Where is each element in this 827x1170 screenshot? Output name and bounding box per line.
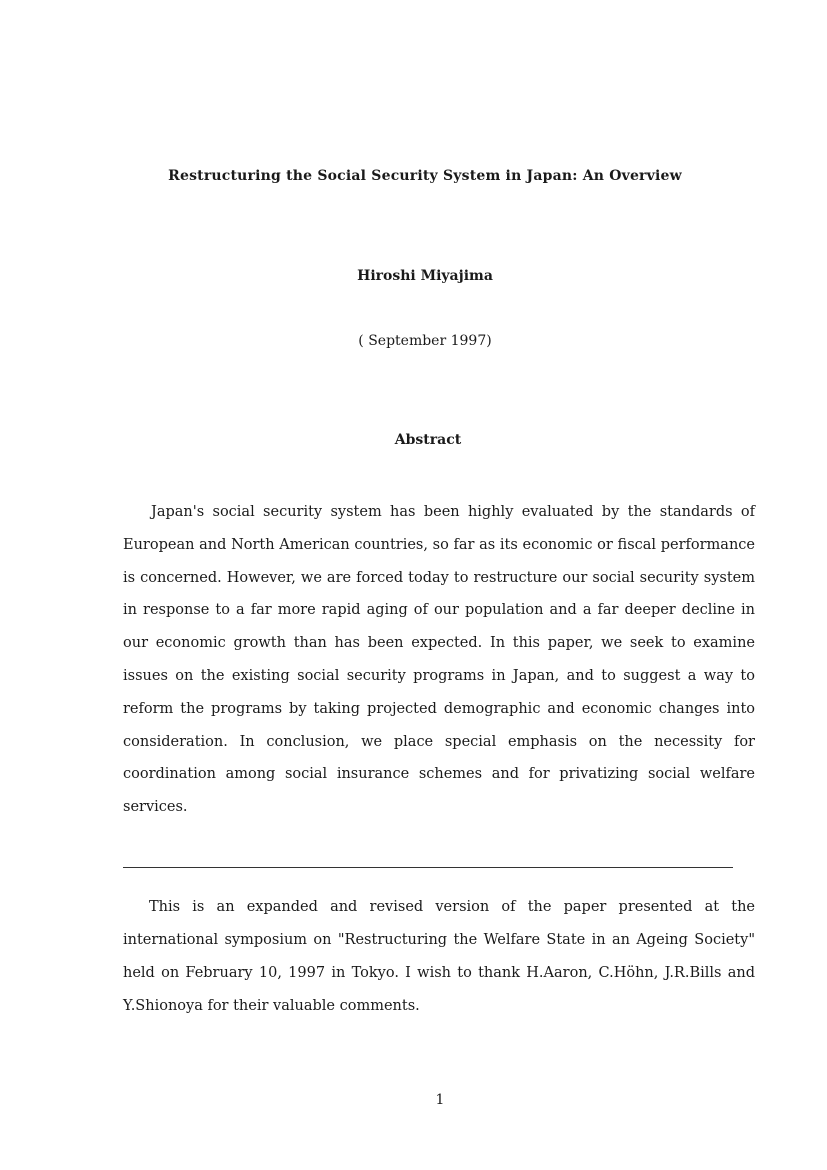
footnote-divider bbox=[123, 867, 733, 868]
footnote-paragraph: This is an expanded and revised version of the paper presented at the international symposium on "Restructuring the Welfare State in an Ageing Society" held on February 10, 1997 in Tokyo. I wish to thank H.Aaron, C.Höhn, J.R.Bills and Y.Shionoya for their valuable comments. bbox=[123, 899, 755, 1014]
abstract-paragraph: Japan's social security system has been highly evaluated by the standards of European and North American countries, so far as its economic or fiscal performance is concerned. However, we are forced today to restructure our social security system in response to a far more rapid aging of our population and a far deeper decline in our economic growth than has been expected. In this paper, we seek to examine issues on the existing social security programs in Japan, and to suggest a way to reform the programs by taking projected demographic and economic changes into consideration. In conclusion, we place special emphasis on the necessity for coordination among social insurance schemes and for privatizing social welfare services. bbox=[123, 504, 755, 816]
author-name: Hiroshi Miyajima bbox=[357, 268, 493, 284]
publication-date: ( September 1997) bbox=[358, 333, 492, 349]
page-number: 1 bbox=[435, 1092, 445, 1108]
paper-title: Restructuring the Social Security System in Japan: An Overview bbox=[168, 168, 682, 184]
abstract-heading: Abstract bbox=[394, 432, 462, 448]
